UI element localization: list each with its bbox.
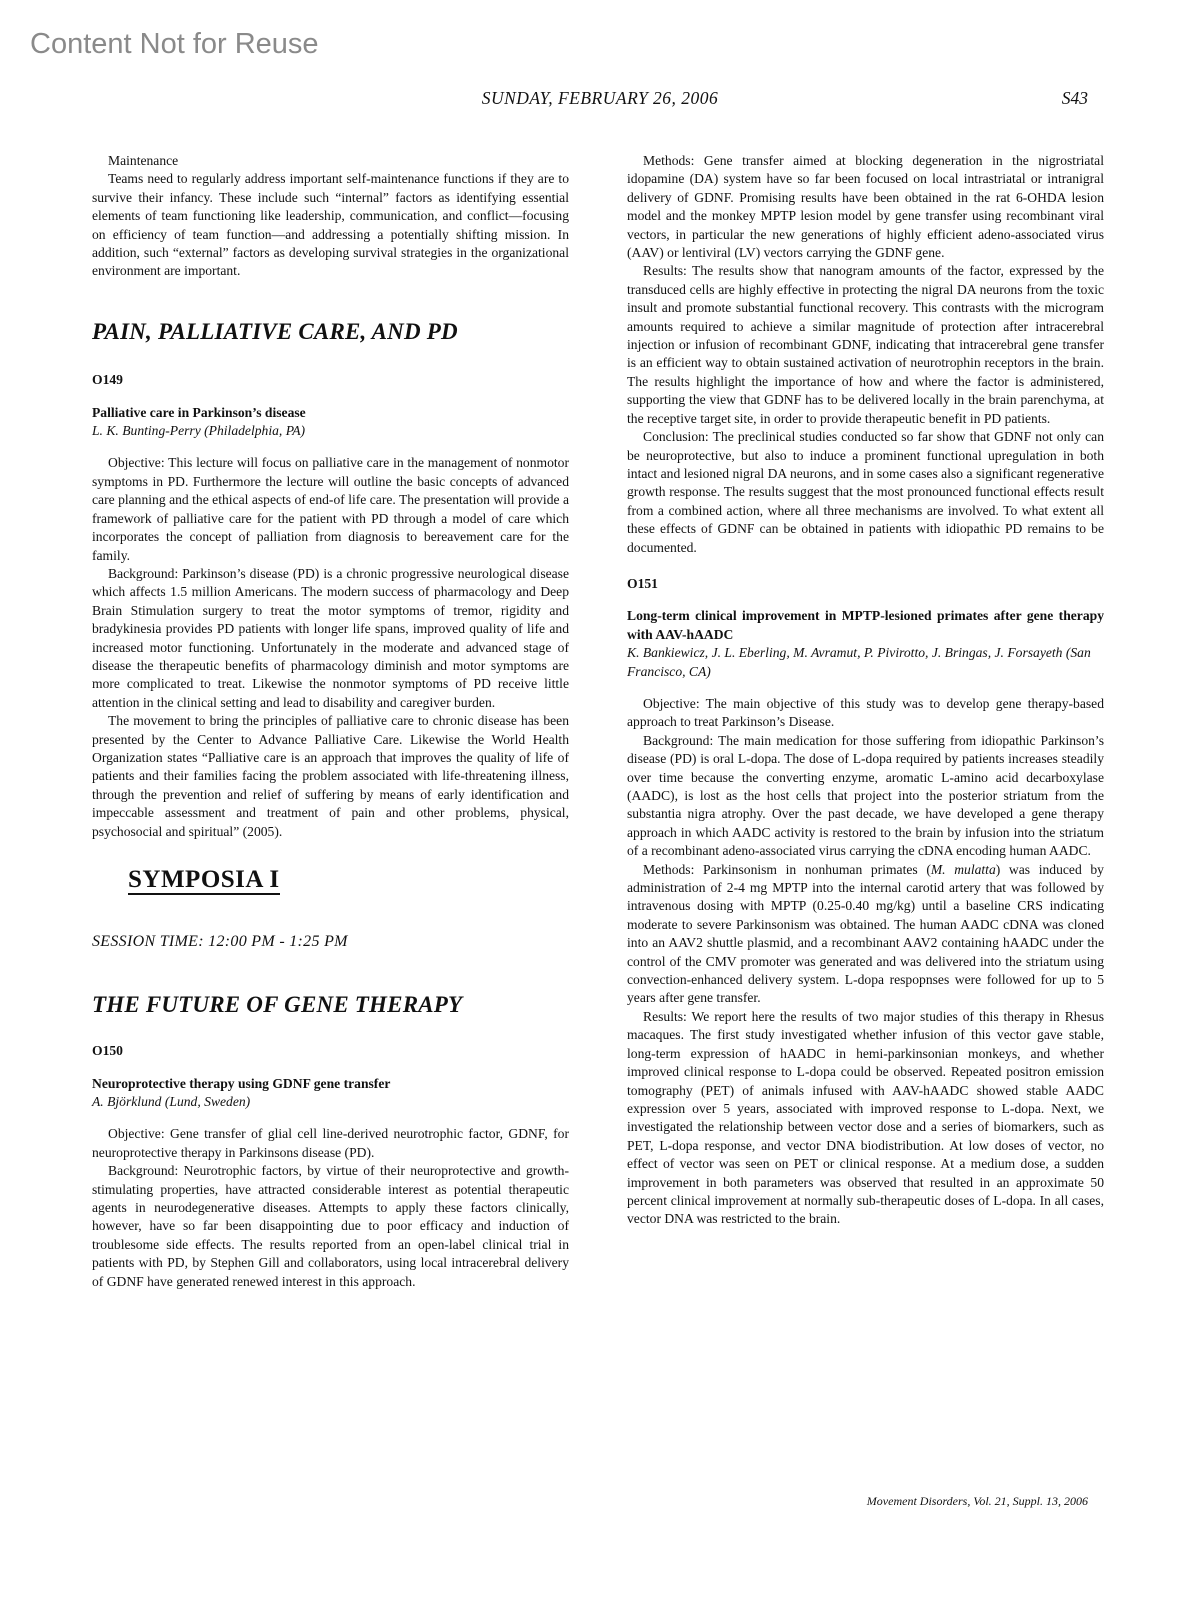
page-number: S43 (1061, 88, 1088, 108)
abstract-number-o149: O149 (92, 372, 123, 388)
o151-results: Results: We report here the results of two major studies of this therapy in Rhesus macaques. The first study investigated whether infusion of this vector gave stable, long-term expression of hAADC in hemi-parkinsonian monkeys, and whether improved clinical response to L-dopa could be observed. Repeated positron emission tomography (PET) of animals infused with AAV-hAADC showed stable AADC expression over 5 years, associated with improved response to L-dopa. Next, we investigated the relationship between vector dose and a series of biomarkers, such as PET, L-dopa response, and vector DNA biodistribution. At low doses of vector, no effect of vector was seen on PET or clinical response. At a medium dose, a sudden improvement in both parameters was observed that resulted in an approximate 50 percent clinical improvement at normally sub-therapeutic doses of L-dopa. In all cases, vector DNA was restricted to the brain. (627, 1008, 1104, 1227)
o149-movement: The movement to bring the principles of palliative care to chronic disease has been presented by the Center to Advance Palliative Care. Likewise the World Health Organization states “Palliative care is an approach that improves the quality of life of patients and their families facing the problem associated with life-threatening illness, through the prevention and relief of suffering by means of early identification and impeccable assessment and treatment of pain and other problems, physical, psychosocial and spiritual” (2005). (92, 713, 569, 839)
abstract-authors-o150: A. Björklund (Lund, Sweden) (92, 1094, 251, 1110)
o150-conclusion: Conclusion: The preclinical studies conducted so far show that GDNF not only can be neuroprotective, but also to induce a prominent functional upregulation in both intact and lesioned nigral DA neurons, and in some cases also a significant regenerative growth response. The results suggest that the most pronounced functional effects result from a combined action, where all three mechanisms are involved. To what extent all these effects of GDNF can be obtained in patients with idiopathic PD remains to be documented. (627, 429, 1104, 555)
section-title-gene-therapy: THE FUTURE OF GENE THERAPY (92, 991, 463, 1017)
o151-methods-post: ) was induced by administration of 2-4 mg MPTP into the internal carotid artery that was followed by intravenous dosing with MPTP (0.25-0.40 mg/kg) until a baseline CRS indicating moderate to severe Parkinsonism was obtained. The human AADC cDNA was cloned into an AAV2 shuttle plasmid, and a recombinant AAV2 containing hAADC under the control of the CMV promoter was generated and was delivered into the striatum using convection-enhanced delivery system. L-dopa respopnses were followed for up to 5 years after gene transfer. (627, 861, 1104, 1006)
o149-background: Background: Parkinson’s disease (PD) is a chronic progressive neurological disease which affects 1.5 million Americans. The modern success of pharmacology and Deep Brain Stimulation surgery to treat the motor symptoms of tremor, rigidity and bradykinesia provides PD patients with longer life spans, improved quality of life and increased motor functioning. Unfortunately in the moderate and advanced stage of disease the therapeutic benefits of pharmacology diminish and motor symptoms are more complicated to treat. Likewise the nonmotor symptoms of PD receive little attention in the clinical setting and lead to disability and caregiver burden. (92, 565, 569, 710)
session-time: SESSION TIME: 12:00 PM - 1:25 PM (92, 933, 348, 951)
maintenance-heading: Maintenance (108, 153, 179, 168)
o151-methods-pre: Methods: Parkinsonism in nonhuman primates ( (643, 861, 931, 877)
abstract-title-o151: Long-term clinical improvement in MPTP-lesioned primates after gene therapy with AAV-hAADC (627, 608, 1104, 642)
abstract-title-o149: Palliative care in Parkinson’s disease (92, 404, 306, 420)
abstract-authors-o149: L. K. Bunting-Perry (Philadelphia, PA) (92, 423, 306, 439)
left-column (92, 152, 569, 1291)
abstract-number-o150: O150 (92, 1043, 123, 1059)
abstract-number-o151: O151 (627, 575, 658, 591)
o151-methods (627, 861, 1104, 1008)
abstract-authors-o151: K. Bankiewicz, J. L. Eberling, M. Avramut, P. Pivirotto, J. Bringas, J. Forsayeth (San Francisco, CA) (627, 645, 1091, 679)
right-column (627, 152, 1104, 1229)
o150-methods: Methods: Gene transfer aimed at blocking degeneration in the nigrostriatal idopamine (DA) system have so far been focused on local intrastriatal or intranigral delivery of GDNF. Promising results have been obtained in the rat 6-OHDA lesion model and the monkey MPTP lesion model by gene transfer using recombinant viral vectors, in particular the new generations of highly efficient adeno-associated virus (AAV) or lentiviral (LV) vectors carrying the GDNF gene. (627, 153, 1104, 261)
section-title-palliative: PAIN, PALLIATIVE CARE, AND PD (92, 318, 458, 344)
maintenance-paragraph: Teams need to regularly address important self-maintenance functions if they are to survive their infancy. These include such “internal” factors as identifying essential elements of team functioning like leadership, communication, and conflict—focusing on efficiency of team function—and addressing a potentially shifting mission. In addition, such “external” factors as developing survival strategies in the organizational environment are important. (92, 171, 569, 279)
journal-footer: Movement Disorders, Vol. 21, Suppl. 13, 2006 (866, 1494, 1088, 1508)
o151-methods-species: M. mulatta (930, 861, 996, 877)
o150-background: Background: Neurotrophic factors, by virtue of their neuroprotective and growth-stimulating properties, have attracted considerable interest as potential therapeutic agents in neurodegenerative diseases. Attempts to apply these factors clinically, however, have so far been disappointing due to poor efficacy and induction of troublesome side effects. The results reported from an open-label clinical trial in patients with PD, by Stephen Gill and collaborators, using local intracerebral delivery of GDNF have generated renewed interest in this approach. (92, 1163, 569, 1289)
symposia-heading: SYMPOSIA I (128, 871, 280, 895)
watermark: Content Not for Reuse (30, 28, 319, 60)
issue-date: SUNDAY, FEBRUARY 26, 2006 (481, 88, 719, 108)
o151-background: Background: The main medication for those suffering from idiopathic Parkinson’s disease (PD) is oral L-dopa. The dose of L-dopa required by patients increases steadily over time because the converting enzyme, aromatic L-amino acid decarboxylase (AADC), is lost as the host cells that project into the posterior striatum from the substantia nigra atrophy. Over the past decade, we have developed a gene therapy approach in which AADC activity is restored to the brain by infusion into the striatum of a recombinant adeno-associated virus carrying the cDNA encoding human AADC. (627, 732, 1104, 859)
o149-objective: Objective: This lecture will focus on palliative care in the management of nonmotor symptoms in PD. Furthermore the lecture will outline the basic concepts of advanced care planning and the ethical aspects of end-of life care. The presentation will provide a framework of palliative care for the patient with PD through a model of care which incorporates the concept of palliation from diagnosis to bereavement care for the family. (92, 455, 569, 563)
o151-objective: Objective: The main objective of this study was to develop gene therapy-based approach to treat Parkinson’s Disease. (627, 695, 1104, 730)
o150-objective: Objective: Gene transfer of glial cell line-derived neurotrophic factor, GDNF, for neuroprotective therapy in Parkinsons disease (PD). (92, 1126, 569, 1160)
abstract-title-o150: Neuroprotective therapy using GDNF gene transfer (92, 1075, 391, 1091)
o150-results: Results: The results show that nanogram amounts of the factor, expressed by the transduced cells are highly effective in protecting the nigral DA neurons from the toxic insult and promote substantial functional recovery. This contrasts with the microgram amounts required to achieve a similar magnitude of protection after intracerebral injection or infusion of recombinant GDNF, indicating that intracerebral gene transfer is an efficient way to obtain sustained activation of neurotrophin receptors in the brain. The results highlight the importance of how and where the factor is administered, supporting the view that GDNF has to be delivered locally in the brain parenchyma, at the receptive target site, in order to provide therapeutic benefit in PD patients. (627, 263, 1104, 426)
running-head (0, 88, 1200, 114)
